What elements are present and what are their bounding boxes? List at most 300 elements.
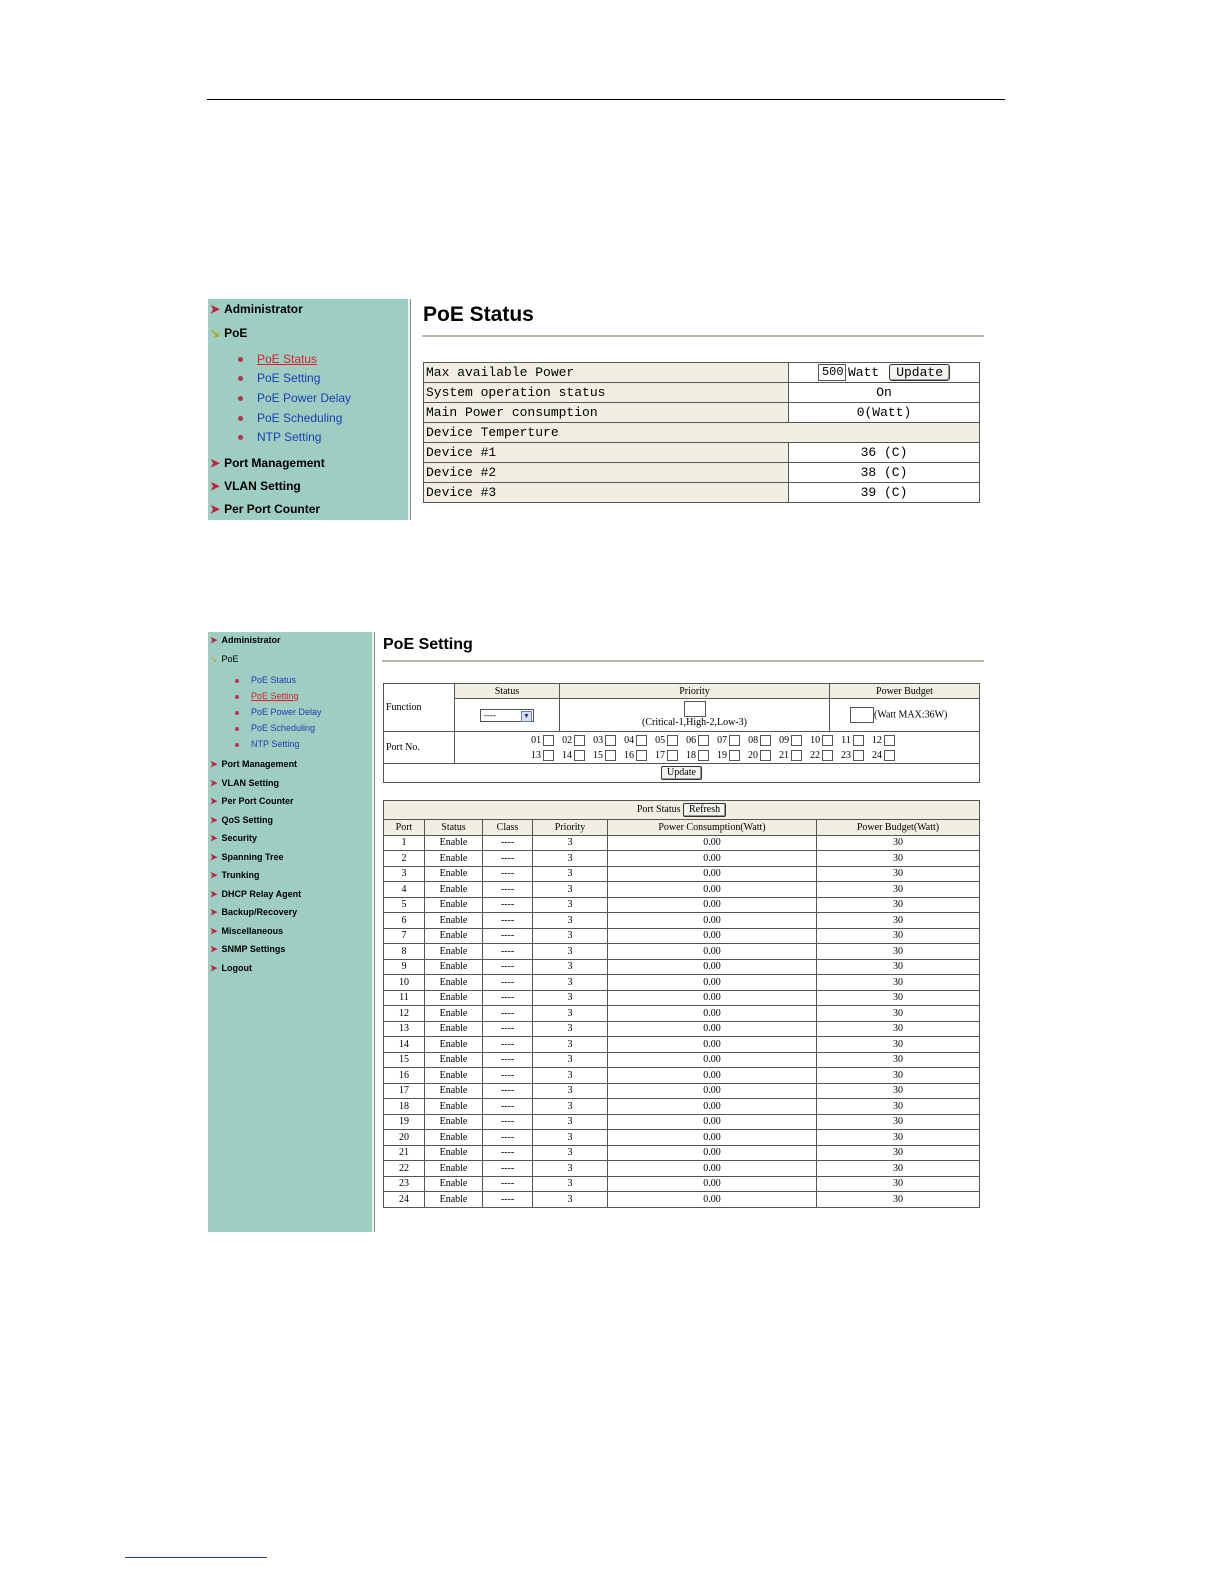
port-cell: 13 xyxy=(384,1021,425,1037)
power-consumption-cell: 0.00 xyxy=(608,1052,817,1068)
priority-cell: 3 xyxy=(533,1006,608,1022)
power-budget-cell: 30 xyxy=(817,975,980,991)
table-row xyxy=(384,1161,980,1177)
priority-cell: 3 xyxy=(533,1037,608,1053)
table-row xyxy=(384,882,980,898)
status-cell: Enable xyxy=(425,1021,483,1037)
class-cell: ---- xyxy=(483,944,533,960)
power-consumption-cell: 0.00 xyxy=(608,1021,817,1037)
power-budget-cell: 30 xyxy=(817,1052,980,1068)
sidebar-item-port-management[interactable]: ➤ Port Management xyxy=(210,759,298,769)
sidebar-item-dhcp-relay-agent[interactable]: ➤ DHCP Relay Agent xyxy=(210,888,302,899)
sidebar-item-vlan-setting[interactable]: ➤ VLAN Setting xyxy=(210,479,301,493)
class-cell: ---- xyxy=(483,959,533,975)
column-header-status: Status xyxy=(425,820,483,836)
priority-cell: 3 xyxy=(533,1161,608,1177)
power-consumption-cell: 0.00 xyxy=(608,913,817,929)
table-row xyxy=(424,463,980,483)
priority-cell: 3 xyxy=(533,1099,608,1115)
bullet-icon xyxy=(235,695,239,699)
port-cell: 8 xyxy=(384,944,425,960)
table-row xyxy=(384,928,980,944)
sidebar-item-poe[interactable]: ↘ PoE xyxy=(210,654,239,664)
port-cell: 4 xyxy=(384,882,425,898)
priority-cell: 3 xyxy=(533,1068,608,1084)
table-row xyxy=(384,835,980,851)
bullet-icon xyxy=(238,376,243,381)
port-number-label: 23 xyxy=(841,749,851,761)
port-cell: 24 xyxy=(384,1192,425,1208)
table-row xyxy=(384,1099,980,1115)
priority-cell: 3 xyxy=(533,913,608,929)
title-rule xyxy=(382,660,984,662)
power-consumption-cell: 0.00 xyxy=(608,990,817,1006)
chevron-down-icon: ↘ xyxy=(210,654,218,664)
chevron-right-icon: ➤ xyxy=(210,302,221,316)
priority-cell: 3 xyxy=(533,975,608,991)
table-row xyxy=(424,483,980,503)
power-consumption-cell: 0.00 xyxy=(608,866,817,882)
status-cell: Enable xyxy=(425,975,483,991)
port-checkbox[interactable] xyxy=(605,735,616,746)
column-header-port: Port xyxy=(384,820,425,836)
power-consumption-cell: 0.00 xyxy=(608,1130,817,1146)
table-row xyxy=(384,1068,980,1084)
table-row xyxy=(424,403,980,423)
max-power-label: Max available Power xyxy=(424,363,789,383)
update-button[interactable]: Update xyxy=(661,766,702,780)
bullet-icon xyxy=(235,679,239,683)
chevron-right-icon: ➤ xyxy=(210,777,218,788)
power-budget-cell: 30 xyxy=(817,928,980,944)
port-number-label: 21 xyxy=(779,749,789,761)
power-consumption-cell: 0.00 xyxy=(608,959,817,975)
power-budget-cell: 30 xyxy=(817,851,980,867)
port-number-label: 02 xyxy=(562,734,573,746)
port-cell: 5 xyxy=(384,897,425,913)
status-cell: Enable xyxy=(425,1114,483,1130)
port-checkbox[interactable] xyxy=(791,735,802,746)
sidebar-item-administrator[interactable]: ➤ Administrator xyxy=(210,635,281,645)
priority-cell xyxy=(560,699,830,732)
sidebar-item-spanning-tree[interactable]: ➤ Spanning Tree xyxy=(210,851,284,862)
port-cell: 16 xyxy=(384,1068,425,1084)
class-cell: ---- xyxy=(483,1083,533,1099)
power-consumption-cell: 0.00 xyxy=(608,835,817,851)
priority-cell: 3 xyxy=(533,897,608,913)
chevron-right-icon: ➤ xyxy=(210,759,218,769)
class-cell: ---- xyxy=(483,1037,533,1053)
table-row xyxy=(384,1021,980,1037)
table-row xyxy=(384,1176,980,1192)
port-number-label: 13 xyxy=(531,749,541,761)
port-cell: 1 xyxy=(384,835,425,851)
priority-cell: 3 xyxy=(533,959,608,975)
class-cell: ---- xyxy=(483,1176,533,1192)
sidebar-subitem-ntp-setting[interactable]: NTP Setting xyxy=(238,430,321,444)
system-status-label: System operation status xyxy=(424,383,789,403)
sidebar-separator xyxy=(408,299,414,520)
port-number-label: 19 xyxy=(717,749,727,761)
port-status-body xyxy=(384,835,980,1207)
budget-hint: (Watt MAX:36W) xyxy=(874,709,948,721)
chevron-right-icon: ➤ xyxy=(210,456,221,470)
chevron-down-icon: ▼ xyxy=(521,711,532,722)
status-cell: Enable xyxy=(425,1083,483,1099)
chevron-right-icon: ➤ xyxy=(210,796,218,806)
port-number-label: 09 xyxy=(779,734,790,746)
power-consumption-cell: 0.00 xyxy=(608,1161,817,1177)
status-cell: Enable xyxy=(425,1130,483,1146)
bullet-icon xyxy=(238,416,243,421)
update-button[interactable]: Update xyxy=(889,364,950,381)
port-checkbox[interactable] xyxy=(636,750,647,761)
sidebar-subitem-poe-setting[interactable]: PoE Setting xyxy=(238,371,320,385)
sidebar-item-qos-setting[interactable]: ➤ QoS Setting xyxy=(210,814,274,825)
table-row xyxy=(384,1037,980,1053)
port-checkbox[interactable] xyxy=(884,750,895,761)
bullet-icon xyxy=(238,435,243,440)
port-checkbox[interactable] xyxy=(574,735,585,746)
port-checkbox[interactable] xyxy=(574,750,585,761)
port-status-table xyxy=(383,800,980,1208)
port-number-label: 04 xyxy=(624,734,635,746)
port-checkbox[interactable] xyxy=(853,735,864,746)
priority-cell: 3 xyxy=(533,851,608,867)
power-budget-cell: 30 xyxy=(817,835,980,851)
class-cell: ---- xyxy=(483,1021,533,1037)
power-budget-cell: 30 xyxy=(817,959,980,975)
port-number-label: 18 xyxy=(686,749,696,761)
port-number-label: 06 xyxy=(686,734,697,746)
priority-cell: 3 xyxy=(533,1052,608,1068)
port-number-label: 07 xyxy=(717,734,728,746)
port-number-label: 24 xyxy=(872,749,882,761)
priority-hint: (Critical-1,High-2,Low-3) xyxy=(642,717,747,728)
page-header-rule xyxy=(207,99,1005,100)
table-row xyxy=(384,990,980,1006)
power-consumption-cell: 0.00 xyxy=(608,897,817,913)
port-checkbox[interactable] xyxy=(822,750,833,761)
device-temperature-header: Device Temperture xyxy=(424,423,980,443)
port-cell: 23 xyxy=(384,1176,425,1192)
port-checkbox[interactable] xyxy=(760,735,771,746)
table-row xyxy=(384,1130,980,1146)
power-budget-cell: 30 xyxy=(817,882,980,898)
port-checkbox[interactable] xyxy=(698,735,709,746)
port-number-label: 17 xyxy=(655,749,665,761)
port-cell: 10 xyxy=(384,975,425,991)
class-cell: ---- xyxy=(483,1145,533,1161)
priority-cell: 3 xyxy=(533,1176,608,1192)
sidebar-poe-status-screen xyxy=(208,299,414,520)
power-consumption-cell: 0.00 xyxy=(608,1145,817,1161)
column-header-class: Class xyxy=(483,820,533,836)
sidebar-item-backup-recovery[interactable]: ➤ Backup/Recovery xyxy=(210,907,298,917)
port-checkbox-row xyxy=(457,733,977,748)
power-budget-cell: 30 xyxy=(817,1099,980,1115)
power-budget-cell: 30 xyxy=(817,1130,980,1146)
port-number-label: 10 xyxy=(810,734,821,746)
priority-cell: 3 xyxy=(533,1021,608,1037)
class-cell: ---- xyxy=(483,990,533,1006)
port-cell: 3 xyxy=(384,866,425,882)
sidebar-subitem-poe-power-delay[interactable]: PoE Power Delay xyxy=(235,707,322,717)
port-cell: 22 xyxy=(384,1161,425,1177)
sidebar-item-per-port-counter[interactable]: ➤ Per Port Counter xyxy=(210,796,294,806)
priority-cell: 3 xyxy=(533,1192,608,1208)
chevron-right-icon: ➤ xyxy=(210,962,218,973)
power-budget-cell: 30 xyxy=(817,897,980,913)
port-checkbox[interactable] xyxy=(822,735,833,746)
device-temperature: 38 (C) xyxy=(789,463,980,483)
table-row xyxy=(384,913,980,929)
port-checkbox[interactable] xyxy=(667,750,678,761)
class-cell: ---- xyxy=(483,1161,533,1177)
port-checkbox[interactable] xyxy=(543,735,554,746)
power-consumption-value: 0(Watt) xyxy=(789,403,980,423)
power-budget-cell: 30 xyxy=(817,1114,980,1130)
port-status-caption-row xyxy=(384,801,980,820)
status-cell: Enable xyxy=(425,913,483,929)
max-power-cell xyxy=(789,363,980,383)
class-cell: ---- xyxy=(483,897,533,913)
table-row xyxy=(384,699,980,732)
device-temperature: 36 (C) xyxy=(789,443,980,463)
table-row xyxy=(384,851,980,867)
poe-status-table xyxy=(423,362,980,503)
chevron-right-icon: ➤ xyxy=(210,814,218,825)
port-checkbox-grid xyxy=(455,732,980,764)
class-cell: ---- xyxy=(483,1130,533,1146)
sidebar-item-per-port-counter[interactable]: ➤ Per Port Counter xyxy=(210,502,321,516)
table-row xyxy=(384,897,980,913)
port-number-label: 05 xyxy=(655,734,666,746)
priority-cell: 3 xyxy=(533,1145,608,1161)
port-number-label: 11 xyxy=(841,734,851,746)
sidebar-item-security[interactable]: ➤ Security xyxy=(210,833,258,843)
power-consumption-label: Main Power consumption xyxy=(424,403,789,423)
power-budget-cell: 30 xyxy=(817,1145,980,1161)
priority-input[interactable] xyxy=(684,701,706,717)
status-cell: Enable xyxy=(425,959,483,975)
table-row xyxy=(424,363,980,383)
power-consumption-cell: 0.00 xyxy=(608,944,817,960)
status-cell: Enable xyxy=(425,835,483,851)
class-cell: ---- xyxy=(483,1114,533,1130)
port-no-label: Port No. xyxy=(384,732,455,764)
table-row xyxy=(384,1145,980,1161)
class-cell: ---- xyxy=(483,866,533,882)
sidebar-item-trunking[interactable]: ➤ Trunking xyxy=(210,870,260,880)
budget-cell xyxy=(830,699,980,732)
chevron-right-icon: ➤ xyxy=(210,479,221,493)
bullet-icon xyxy=(235,727,239,731)
chevron-right-icon: ➤ xyxy=(210,888,218,899)
status-cell: Enable xyxy=(425,1037,483,1053)
system-status-value: On xyxy=(789,383,980,403)
power-consumption-cell: 0.00 xyxy=(608,882,817,898)
sidebar-item-logout[interactable]: ➤ Logout xyxy=(210,962,253,973)
sidebar-item-vlan-setting[interactable]: ➤ VLAN Setting xyxy=(210,777,280,788)
status-cell: Enable xyxy=(425,1099,483,1115)
priority-cell: 3 xyxy=(533,928,608,944)
port-number-label: 01 xyxy=(531,734,542,746)
port-cell: 20 xyxy=(384,1130,425,1146)
power-consumption-cell: 0.00 xyxy=(608,1068,817,1084)
class-cell: ---- xyxy=(483,1192,533,1208)
port-checkbox[interactable] xyxy=(760,750,771,761)
port-cell: 11 xyxy=(384,990,425,1006)
status-cell: Enable xyxy=(425,1052,483,1068)
class-cell: ---- xyxy=(483,882,533,898)
sidebar-item-administrator[interactable]: ➤ Administrator xyxy=(210,302,303,316)
priority-cell: 3 xyxy=(533,990,608,1006)
port-checkbox[interactable] xyxy=(543,750,554,761)
status-cell: Enable xyxy=(425,882,483,898)
chevron-right-icon: ➤ xyxy=(210,833,218,843)
port-number-label: 15 xyxy=(593,749,603,761)
column-header-power-consumption: Power Consumption(Watt) xyxy=(608,820,817,836)
port-checkbox[interactable] xyxy=(729,750,740,761)
status-header: Status xyxy=(455,684,560,699)
class-cell: ---- xyxy=(483,913,533,929)
port-cell: 19 xyxy=(384,1114,425,1130)
status-cell: Enable xyxy=(425,1068,483,1084)
priority-cell: 3 xyxy=(533,835,608,851)
power-consumption-cell: 0.00 xyxy=(608,1176,817,1192)
bullet-icon xyxy=(238,396,243,401)
port-cell: 2 xyxy=(384,851,425,867)
port-checkbox[interactable] xyxy=(698,750,709,761)
chevron-right-icon: ➤ xyxy=(210,870,218,880)
port-checkbox[interactable] xyxy=(729,735,740,746)
status-cell xyxy=(455,699,560,732)
sidebar-subitem-poe-status[interactable]: PoE Status xyxy=(235,675,296,685)
sidebar-subitem-poe-power-delay[interactable]: PoE Power Delay xyxy=(238,391,351,405)
class-cell: ---- xyxy=(483,851,533,867)
chevron-down-icon: ↘ xyxy=(210,326,221,340)
table-row xyxy=(384,732,980,764)
device-label: Device #3 xyxy=(424,483,789,503)
column-header-power-budget: Power Budget(Watt) xyxy=(817,820,980,836)
port-cell: 14 xyxy=(384,1037,425,1053)
port-checkbox[interactable] xyxy=(605,750,616,761)
page-title-poe-setting: PoE Setting xyxy=(383,636,473,653)
sidebar-subitem-poe-setting[interactable]: PoE Setting xyxy=(235,691,299,701)
title-rule xyxy=(422,335,984,337)
status-cell: Enable xyxy=(425,851,483,867)
power-consumption-cell: 0.00 xyxy=(608,1083,817,1099)
power-consumption-cell: 0.00 xyxy=(608,1114,817,1130)
port-checkbox[interactable] xyxy=(667,735,678,746)
bullet-icon xyxy=(235,743,239,747)
table-row xyxy=(384,866,980,882)
port-status-caption-cell xyxy=(384,801,980,820)
power-budget-cell: 30 xyxy=(817,1006,980,1022)
table-row xyxy=(384,1052,980,1068)
power-consumption-cell: 0.00 xyxy=(608,928,817,944)
update-cell xyxy=(384,764,980,783)
class-cell: ---- xyxy=(483,835,533,851)
max-power-unit: Watt xyxy=(847,364,880,380)
table-row xyxy=(424,443,980,463)
sidebar-item-miscellaneous[interactable]: ➤ Miscellaneous xyxy=(210,925,284,936)
sidebar-subitem-poe-scheduling[interactable]: PoE Scheduling xyxy=(235,723,315,733)
port-number-label: 14 xyxy=(562,749,572,761)
class-cell: ---- xyxy=(483,1099,533,1115)
power-budget-cell: 30 xyxy=(817,1037,980,1053)
sidebar-item-snmp-settings[interactable]: ➤ SNMP Settings xyxy=(210,944,286,954)
sidebar-subitem-poe-status[interactable]: PoE Status xyxy=(238,352,317,366)
priority-cell: 3 xyxy=(533,1083,608,1099)
status-cell: Enable xyxy=(425,944,483,960)
max-power-input[interactable]: 500 xyxy=(818,364,846,381)
power-consumption-cell: 0.00 xyxy=(608,851,817,867)
sidebar-item-port-management[interactable]: ➤ Port Management xyxy=(210,456,325,470)
sidebar-subitem-poe-scheduling[interactable]: PoE Scheduling xyxy=(238,411,342,425)
port-number-label: 16 xyxy=(624,749,634,761)
budget-input[interactable] xyxy=(850,707,874,723)
power-consumption-cell: 0.00 xyxy=(608,1099,817,1115)
chevron-right-icon: ➤ xyxy=(210,851,218,862)
device-temperature: 39 (C) xyxy=(789,483,980,503)
port-checkbox[interactable] xyxy=(636,735,647,746)
table-row xyxy=(384,975,980,991)
refresh-button[interactable]: Refresh xyxy=(683,803,726,817)
port-number-label: 20 xyxy=(748,749,758,761)
power-budget-cell: 30 xyxy=(817,1021,980,1037)
port-number-label: 03 xyxy=(593,734,604,746)
priority-cell: 3 xyxy=(533,866,608,882)
chevron-right-icon: ➤ xyxy=(210,907,218,917)
priority-cell: 3 xyxy=(533,882,608,898)
sidebar-subitem-ntp-setting[interactable]: NTP Setting xyxy=(235,739,299,749)
power-consumption-cell: 0.00 xyxy=(608,1192,817,1208)
power-budget-cell: 30 xyxy=(817,1068,980,1084)
class-cell: ---- xyxy=(483,975,533,991)
chevron-right-icon: ➤ xyxy=(210,925,218,936)
port-number-label: 08 xyxy=(748,734,759,746)
power-consumption-cell: 0.00 xyxy=(608,975,817,991)
port-cell: 17 xyxy=(384,1083,425,1099)
status-cell: Enable xyxy=(425,928,483,944)
bullet-icon xyxy=(235,711,239,715)
port-checkbox[interactable] xyxy=(791,750,802,761)
chevron-right-icon: ➤ xyxy=(210,944,218,954)
power-budget-cell: 30 xyxy=(817,913,980,929)
priority-header: Priority xyxy=(560,684,830,699)
power-budget-cell: 30 xyxy=(817,1192,980,1208)
port-number-label: 12 xyxy=(871,734,882,746)
table-row xyxy=(384,959,980,975)
port-cell: 18 xyxy=(384,1099,425,1115)
sidebar-separator xyxy=(372,632,378,1232)
power-budget-cell: 30 xyxy=(817,990,980,1006)
power-budget-cell: 30 xyxy=(817,944,980,960)
status-cell: Enable xyxy=(425,990,483,1006)
port-cell: 12 xyxy=(384,1006,425,1022)
sidebar-item-poe[interactable]: ↘ PoE xyxy=(210,326,248,340)
status-select[interactable]: ---- ▼ xyxy=(480,709,534,722)
power-budget-cell: 30 xyxy=(817,866,980,882)
function-label: Function xyxy=(384,684,455,732)
port-checkbox[interactable] xyxy=(853,750,864,761)
bullet-icon xyxy=(238,357,243,362)
port-checkbox[interactable] xyxy=(884,735,895,746)
chevron-right-icon: ➤ xyxy=(210,635,218,645)
power-consumption-cell: 0.00 xyxy=(608,1006,817,1022)
